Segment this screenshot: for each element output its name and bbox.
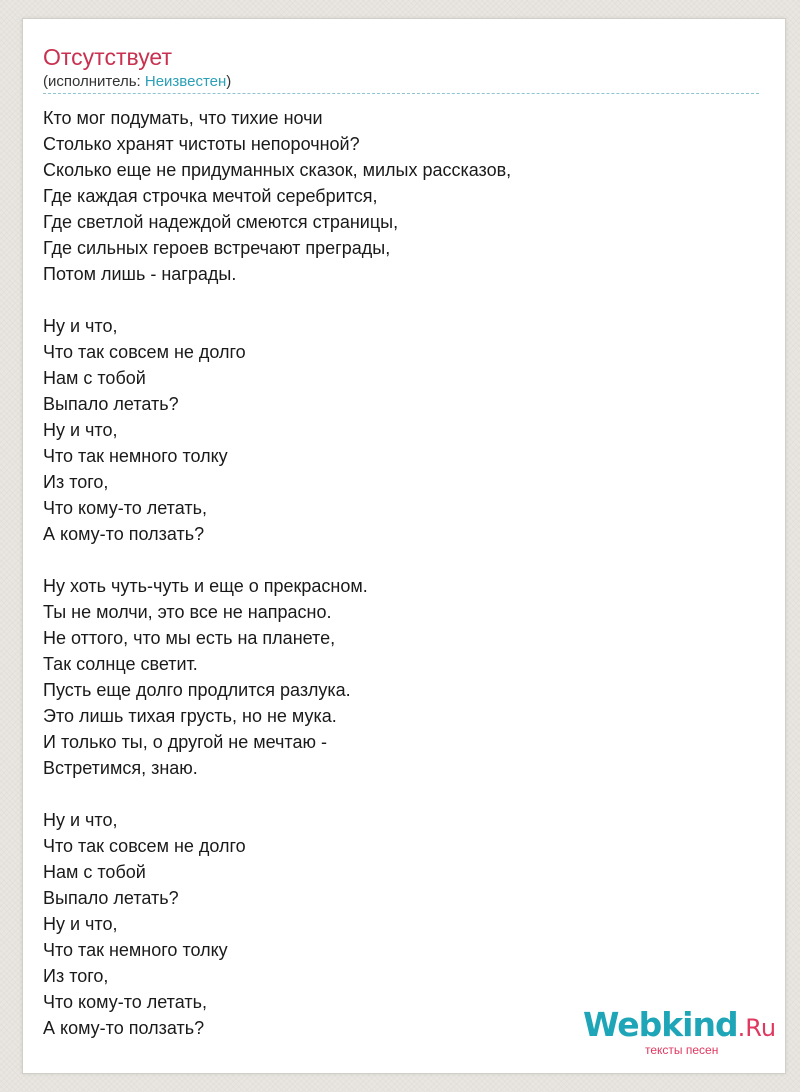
lyric-line: Выпало летать? (43, 888, 179, 908)
artist-link[interactable]: Неизвестен (144, 73, 227, 90)
lyric-line: А кому-то ползать? (43, 524, 205, 544)
lyric-line: Ну и что, (43, 810, 118, 830)
lyric-line: Ну хоть чуть-чуть и еще о прекрасном. (43, 576, 368, 596)
lyric-line: Ты не молчи, это все не напрасно. (43, 602, 332, 622)
lyric-line: Столько хранят чистоты непорочной? (43, 134, 360, 154)
lyrics-sheet (22, 18, 786, 1074)
lyric-line: Кто мог подумать, что тихие ночи (43, 108, 323, 128)
lyric-line: Потом лишь - награды. (43, 264, 237, 284)
artist-line (43, 73, 231, 91)
lyric-line: Выпало летать? (43, 394, 179, 414)
lyric-line: Нам с тобой (43, 862, 146, 882)
artist-prefix: (исполнитель: (43, 73, 145, 90)
lyric-line: Где сильных героев встречают преграды, (43, 238, 391, 258)
lyric-line: Что кому-то летать, (43, 992, 207, 1012)
logo-name: Webkind (583, 1005, 738, 1044)
lyric-line: Что так совсем не долго (43, 342, 246, 362)
logo-tld: .Ru (737, 1014, 777, 1042)
lyric-line: Пусть еще долго продлится разлука. (43, 680, 351, 700)
artist-suffix: ) (226, 73, 232, 90)
site-logo[interactable] (583, 1005, 777, 1057)
lyric-line: Так солнце светит. (43, 654, 198, 674)
lyrics-body (43, 105, 743, 1041)
lyric-line: Сколько еще не придуманных сказок, милых рассказов, (43, 160, 512, 180)
lyric-line: Не оттого, что мы есть на планете, (43, 628, 336, 648)
lyrics-stanza (43, 313, 743, 547)
lyric-line: Это лишь тихая грусть, но не мука. (43, 706, 337, 726)
divider (43, 93, 759, 94)
lyric-line: Где светлой надеждой смеются страницы, (43, 212, 399, 232)
lyric-line: Нам с тобой (43, 368, 146, 388)
lyric-line: Что так немного толку (43, 446, 228, 466)
logo-wordmark (583, 1007, 776, 1046)
lyric-line: Ну и что, (43, 914, 118, 934)
lyric-line: Что кому-то летать, (43, 498, 207, 518)
lyric-line: Ну и что, (43, 316, 118, 336)
lyric-line: Где каждая строчка мечтой серебрится, (43, 186, 378, 206)
song-title: Отсутствует (43, 44, 172, 70)
lyric-line: Что так совсем не долго (43, 836, 246, 856)
lyric-line: А кому-то ползать? (43, 1018, 205, 1038)
lyrics-stanza (43, 573, 743, 781)
lyric-line: Ну и что, (43, 420, 118, 440)
lyric-line: Что так немного толку (43, 940, 228, 960)
lyrics-stanza (43, 105, 743, 287)
lyric-line: Из того, (43, 966, 109, 986)
lyric-line: И только ты, о другой не мечтаю - (43, 732, 327, 752)
logo-tagline: тексты песен (645, 1043, 719, 1057)
lyric-line: Из того, (43, 472, 109, 492)
lyric-line: Встретимся, знаю. (43, 758, 198, 778)
